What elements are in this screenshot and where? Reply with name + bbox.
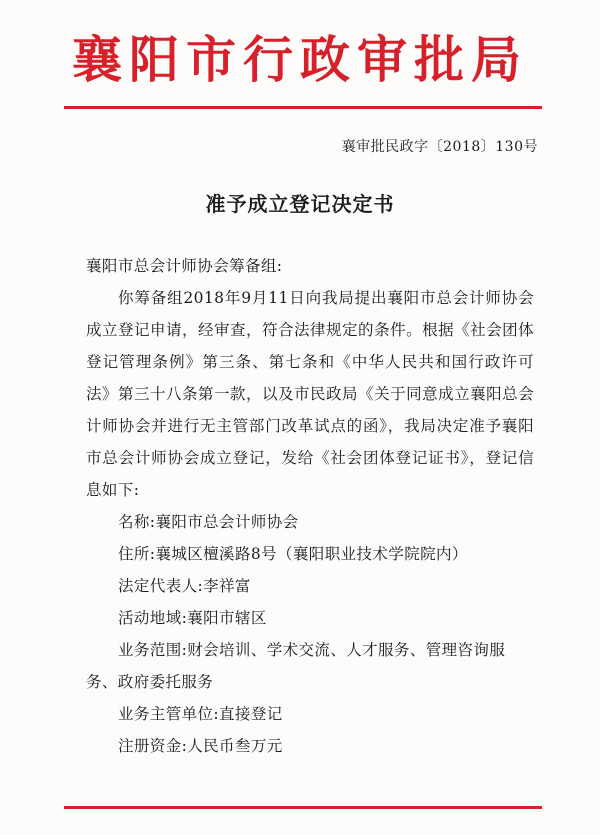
info-item-address (86, 538, 534, 570)
info-item-region (86, 602, 534, 634)
info-value: 襄阳市总会计师协会 (155, 513, 299, 531)
info-item-capital (86, 730, 534, 762)
info-label: 名称: (118, 513, 156, 531)
main-paragraph: 你筹备组2018年9月11日向我局提出襄阳市总会计师协会成立登记申请，经审查，符合法律规定的条件。根据《社会团体登记管理条例》第三条、第七条和《中华人民共和国行政许可法》第三十八条第一款，以及市民政局《关于同意成立襄阳总会计师协会并进行无主管部门改革试点的函》，我局决定准予襄阳市总会计师协会成立登记，发给《社会团体登记证书》，登记信息如下: (86, 289, 534, 499)
document-body (86, 250, 534, 762)
info-item-supervisor (86, 698, 534, 730)
addressee: 襄阳市总会计师协会筹备组: (86, 257, 283, 275)
masthead-red-rule (64, 106, 542, 109)
info-label: 住所: (118, 545, 156, 563)
info-item-scope (86, 634, 534, 698)
info-value: 直接登记 (219, 705, 283, 723)
info-label: 注册资金: (118, 737, 188, 755)
info-value: 襄城区檀溪路8号（襄阳职业技术学院院内） (155, 545, 468, 563)
info-value: 人民币叁万元 (187, 737, 283, 755)
info-value: 财会培训、学术交流、人才服务、管理咨询服务、政府委托服务 (86, 641, 506, 691)
info-label: 业务范围: (118, 641, 188, 659)
footer-red-rule (64, 806, 542, 809)
info-item-legal-rep (86, 570, 534, 602)
document-number: 襄审批民政字〔2018〕130号 (341, 139, 538, 155)
info-label: 活动地域: (118, 609, 188, 627)
info-label: 法定代表人: (118, 577, 204, 595)
info-value: 李祥富 (203, 577, 251, 595)
agency-masthead: 襄阳市行政审批局 (72, 31, 528, 89)
info-value: 襄阳市辖区 (187, 609, 267, 627)
info-label: 业务主管单位: (118, 705, 220, 723)
info-item-name (86, 506, 534, 538)
document-title: 准予成立登记决定书 (205, 192, 395, 216)
